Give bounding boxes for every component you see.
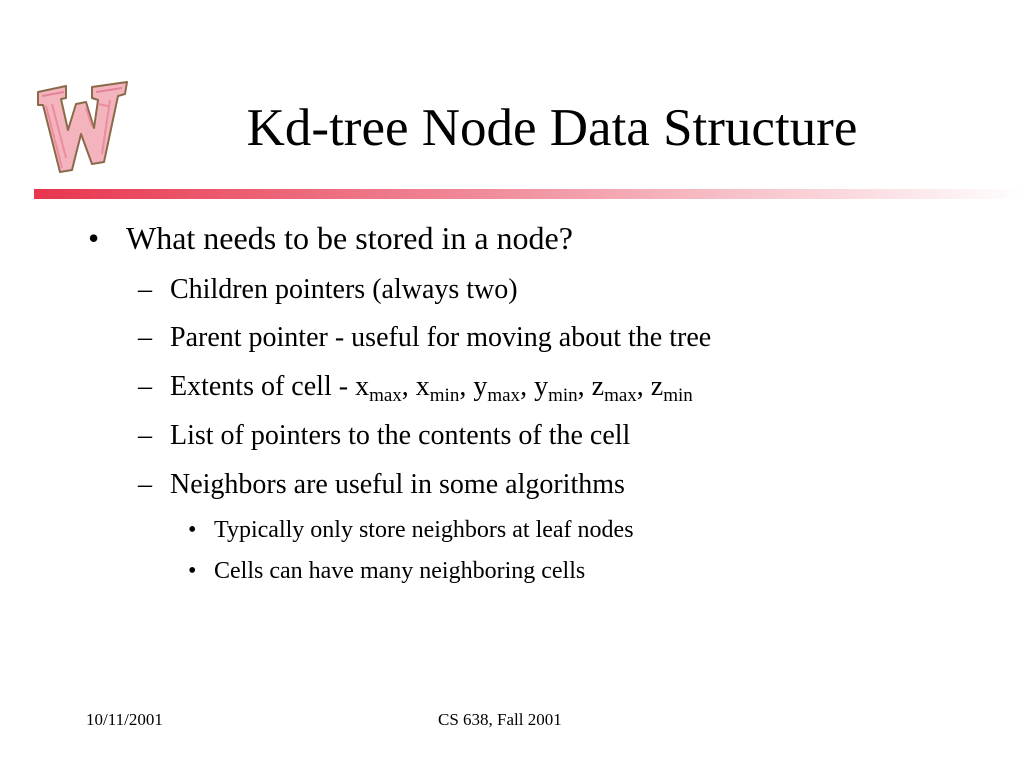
- extent-var: x: [355, 371, 370, 402]
- extent-separator: ,: [636, 371, 651, 402]
- sub-item-text: List of pointers to the contents of the cell: [170, 420, 631, 451]
- sub-item-extents: [138, 367, 693, 407]
- extent-separator: ,: [459, 371, 474, 402]
- sub-item: [138, 270, 518, 310]
- bullet-icon: •: [188, 558, 197, 584]
- dash-icon: –: [138, 420, 152, 451]
- sub-item: [138, 465, 625, 505]
- extent-subscript: min: [548, 385, 578, 406]
- sub-sub-item: [188, 513, 634, 547]
- sub-sub-item-text: Cells can have many neighboring cells: [214, 558, 586, 584]
- bullet-text: What needs to be stored in a node?: [126, 220, 573, 256]
- sub-sub-item: [188, 554, 585, 588]
- extent-subscript: max: [369, 385, 402, 406]
- extent-var: z: [650, 371, 664, 402]
- footer-date: 10/11/2001: [86, 710, 163, 729]
- extent-var: x: [415, 371, 430, 402]
- sub-item-text: Parent pointer - useful for moving about the tree: [170, 322, 712, 353]
- slide-title: Kd-tree Node Data Structure: [246, 99, 858, 157]
- dash-icon: –: [138, 469, 152, 500]
- extents-prefix: Extents of cell -: [170, 371, 356, 402]
- sub-sub-item-text: Typically only store neighbors at leaf nodes: [214, 517, 634, 543]
- extent-subscript: max: [487, 385, 521, 406]
- sub-item-text: Neighbors are useful in some algorithms: [170, 469, 625, 500]
- extent-separator: ,: [577, 371, 592, 402]
- bullet-icon: •: [88, 220, 100, 256]
- extent-var: z: [591, 371, 605, 402]
- dash-icon: –: [138, 274, 152, 305]
- sub-item: [138, 416, 630, 456]
- bullet-icon: •: [188, 517, 197, 543]
- extent-var: y: [473, 371, 488, 402]
- extent-subscript: min: [663, 385, 693, 406]
- extent-var: y: [534, 371, 549, 402]
- dash-icon: –: [138, 322, 152, 353]
- extent-subscript: min: [429, 385, 460, 406]
- extent-separator: ,: [401, 371, 416, 402]
- sub-item-text: Children pointers (always two): [170, 274, 518, 305]
- footer-course: CS 638, Fall 2001: [438, 710, 562, 729]
- dash-icon: –: [138, 371, 152, 402]
- extent-separator: ,: [520, 371, 535, 402]
- bullet-item: [88, 216, 573, 260]
- sub-item: [138, 318, 711, 358]
- extent-subscript: max: [604, 385, 637, 406]
